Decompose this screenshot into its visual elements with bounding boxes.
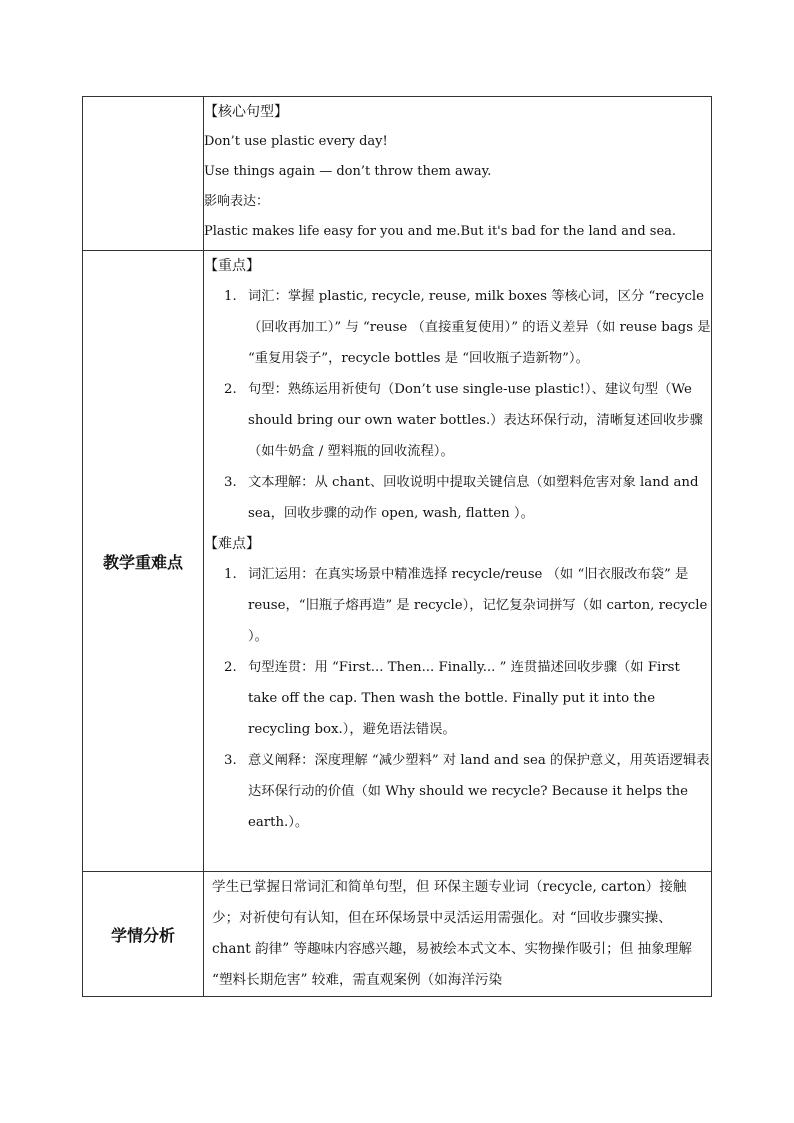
difficult-points-list — [204, 559, 711, 838]
core-sentences-heading: 【核心句型】 — [204, 104, 288, 120]
sentence-line: Plastic makes life easy for you and me.But it's bad for the land and sea. — [204, 224, 677, 239]
item-text: 词汇运用：在真实场景中精准选择 recycle/reuse （如 “旧衣服改布袋” 是 reuse，“旧瓶子熔再造” 是 recycle），记忆复杂词拼写（如 carton, recycle ）。 — [248, 567, 708, 644]
item-text: 句型：熟练运用祈使句（Don’t use single-use plastic!）、建议句型（We should bring our own water bottles.）表达环保行动，清晰复述回收步骤（如牛奶盒 / 塑料瓶的回收流程）。 — [248, 382, 703, 459]
item-number: 1. — [224, 289, 237, 304]
list-item — [204, 374, 711, 467]
key-points-list — [204, 281, 711, 529]
item-number: 3. — [224, 475, 237, 490]
item-number: 2. — [224, 660, 237, 675]
key-difficult-cell — [204, 251, 712, 872]
list-item — [204, 745, 711, 838]
list-item — [204, 652, 711, 745]
sentence-line: 影响表达： — [204, 194, 270, 209]
lesson-plan-table — [82, 96, 712, 997]
row-label-key-difficult: 教学重难点 — [83, 251, 204, 872]
sentence-line: Don’t use plastic every day! — [204, 134, 388, 149]
difficult-points-heading: 【难点】 — [204, 536, 260, 552]
item-number: 3. — [224, 753, 237, 768]
item-number: 2. — [224, 382, 237, 397]
item-text: 词汇：掌握 plastic, recycle, reuse, milk boxes 等核心词，区分 “recycle （回收再加工）” 与 “reuse （直接重复使用）” 的语义差异（如 reuse bags 是 “重复用袋子”，recycle bottles 是 “回收瓶子造新物”）。 — [248, 289, 711, 366]
table-row — [83, 251, 712, 872]
list-item — [204, 559, 711, 652]
table-row — [83, 97, 712, 251]
student-analysis-cell — [204, 872, 712, 997]
sentence-line: Use things again — don’t throw them away. — [204, 164, 492, 179]
table-row — [83, 872, 712, 997]
core-sentences-cell — [204, 97, 712, 251]
list-item — [204, 467, 711, 529]
row-label-student-analysis: 学情分析 — [83, 872, 204, 997]
student-analysis-text: 学生已掌握日常词汇和简单句型，但 环保主题专业词（recycle, carton）接触少；对祈使句有认知，但在环保场景中灵活运用需强化。对 “回收步骤实操、chant 韵律” 等趣味内容感兴趣，易被绘本式文本、实物操作吸引；但 抽象理解 “塑料长期危害” 较难，需直观案例（如海洋污染 — [212, 879, 693, 988]
item-text: 意义阐释：深度理解 “减少塑料” 对 land and sea 的保护意义，用英语逻辑表达环保行动的价值（如 Why should we recycle? Because it helps the earth.）。 — [248, 753, 710, 830]
item-text: 句型连贯：用 “First... Then... Finally... ” 连贯描述回收步骤（如 First take off the cap. Then wash the bottle. Finally put it into the recycling box.），避免语法错误。 — [248, 660, 680, 737]
key-points-heading: 【重点】 — [204, 258, 260, 274]
row-label-empty — [83, 97, 204, 251]
item-text: 文本理解：从 chant、回收说明中提取关键信息（如塑料危害对象 land and sea，回收步骤的动作 open, wash, flatten ）。 — [248, 475, 699, 521]
item-number: 1. — [224, 567, 237, 582]
list-item — [204, 281, 711, 374]
